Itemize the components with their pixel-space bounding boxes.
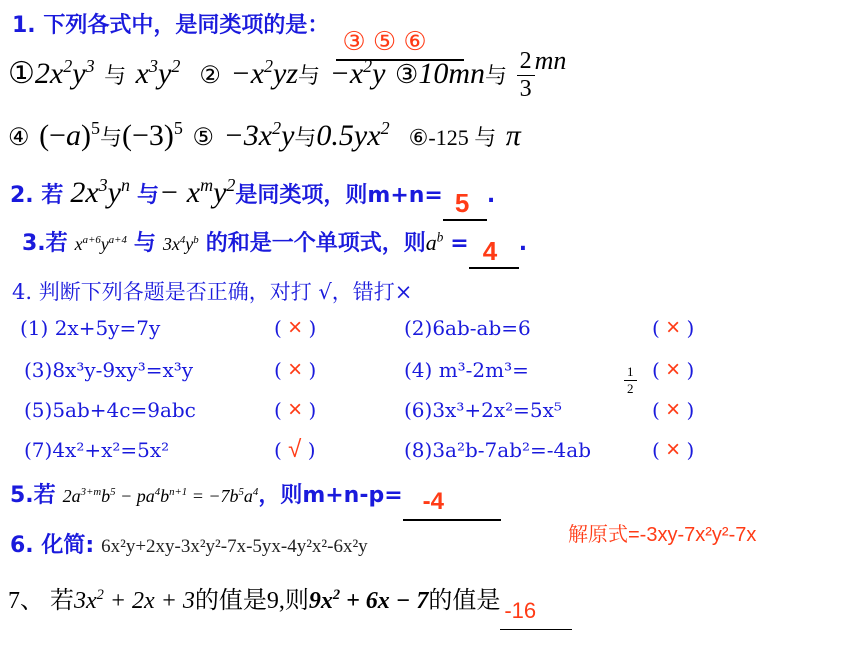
q4-item-5-expr: (5)5ab+4c=9abc bbox=[24, 398, 196, 422]
q6-line bbox=[10, 528, 368, 559]
q2-line bbox=[10, 176, 495, 216]
q3-prompt-a: 3.若 bbox=[22, 231, 68, 256]
q2-expr-a: $2x^3y^n$ bbox=[70, 175, 130, 209]
q4-item-2-expr: (2)6ab-ab=6 bbox=[404, 316, 531, 340]
opt4-expr-a: $(-a)^5$ bbox=[39, 118, 100, 152]
opt3-label: ③ bbox=[395, 60, 419, 89]
opt2-expr-a: $-x^2yz$ bbox=[230, 56, 299, 90]
q3-prompt-b: 的和是一个单项式，则 bbox=[205, 231, 426, 256]
q4-item-8-paren: ( × ) bbox=[652, 436, 695, 463]
q7-expr-b: $9x^2 + 6x - 7$ bbox=[308, 587, 429, 614]
q2-joiner: 与 bbox=[136, 183, 159, 208]
q3-answer: 4 bbox=[482, 236, 498, 266]
opt4-joiner: 与 bbox=[99, 125, 122, 150]
q7-prompt-a: 7、 若 bbox=[8, 588, 74, 614]
q4-item-2-paren: ( × ) bbox=[652, 314, 695, 341]
q5-answer: -4 bbox=[422, 488, 445, 515]
q5-blank bbox=[403, 518, 501, 521]
opt2-expr-b: $-x^2y$ bbox=[329, 56, 386, 90]
q4-item-7-paren: ( √ ) bbox=[274, 436, 316, 463]
opt1-label: ① bbox=[8, 57, 35, 90]
q7-line bbox=[8, 580, 572, 623]
q3-joiner: 与 bbox=[133, 231, 156, 256]
opt2-label: ② bbox=[199, 63, 221, 89]
q4-item-5-paren: ( × ) bbox=[274, 396, 317, 423]
q4-item-7-expr: (7)4x²+x²=5x² bbox=[24, 438, 170, 462]
q4-item-1-paren: ( × ) bbox=[274, 314, 317, 341]
opt4-label: ④ bbox=[8, 125, 30, 151]
q3-power: $a^b$ bbox=[425, 229, 444, 255]
q6-expr: 6x²y+2xy-3x²y²-7x-5yx-4y²x²-6x²y bbox=[101, 536, 368, 557]
q1-options-row2 bbox=[8, 118, 521, 158]
q5-prompt-b: ，则m+n-p= bbox=[258, 483, 403, 508]
q1-prompt: 1. 下列各式中，是同类项的是： bbox=[12, 13, 330, 38]
opt6-label: ⑥-125 与 bbox=[408, 125, 497, 150]
q6-answer: 解原式=-3xy-7x²y²-7x bbox=[568, 524, 757, 546]
q4-item-4-paren: ( × ) bbox=[652, 356, 695, 383]
opt4-expr-b: $(-3)^5$ bbox=[122, 118, 183, 152]
q7-prompt-c: 的值是 bbox=[428, 588, 501, 614]
q5-equation: $2a^{3+m}b^5 - pa^4b^{n+1} = -7b^5a^4$ bbox=[62, 486, 259, 506]
opt2-joiner: 与 bbox=[298, 63, 321, 88]
opt5-expr-b: $0.5yx^2$ bbox=[316, 118, 390, 152]
q2-prompt-b: 是同类项，则m+n= bbox=[235, 183, 443, 208]
q4-item-6-expr: (6)3x³+2x²=5x⁵ bbox=[404, 398, 562, 422]
q7-prompt-b: 的值是9,则 bbox=[194, 588, 309, 614]
opt5-label: ⑤ bbox=[192, 125, 214, 151]
opt1-expr-b: $x^3y^2$ bbox=[135, 56, 181, 90]
opt3-joiner: 与 bbox=[485, 63, 508, 88]
q1-options-row1 bbox=[8, 46, 567, 102]
q7-blank bbox=[500, 628, 572, 630]
opt5-joiner: 与 bbox=[294, 125, 317, 150]
q7-expr-a: $3x^2 + 2x + 3$ bbox=[74, 587, 195, 614]
q4-item-3-paren: ( × ) bbox=[274, 356, 317, 383]
q3-end: . bbox=[518, 231, 528, 256]
opt3-expr: 10mn bbox=[418, 57, 486, 90]
q3-line bbox=[22, 226, 527, 266]
q4-item-8-expr: (8)3a²b-7ab²=-4ab bbox=[404, 438, 591, 462]
q1-line bbox=[12, 8, 464, 56]
q3-eq: = bbox=[450, 231, 469, 256]
q2-expr-b: − $x^my^2$ bbox=[159, 175, 236, 209]
q5-line bbox=[10, 478, 501, 514]
q4-item-4-expr: (4) m³-2m³= bbox=[404, 358, 529, 382]
q2-prompt-a: 2. 若 bbox=[10, 183, 64, 208]
q7-answer: -16 bbox=[504, 598, 537, 623]
opt3-tail: mn bbox=[534, 46, 567, 75]
q2-end: . bbox=[486, 183, 496, 208]
opt6-pi: π bbox=[505, 119, 521, 152]
q4-item-3-expr: (3)8x³y-9xy³=x³y bbox=[24, 358, 194, 382]
q1-answer: ③ ⑤ ⑥ bbox=[342, 26, 427, 56]
q3-expr-b: $3x^4y^b$ bbox=[162, 234, 199, 254]
q4-item-1-expr: (1) 2x+5y=7y bbox=[20, 316, 161, 340]
q4-item-6-paren: ( × ) bbox=[652, 396, 695, 423]
opt1-joiner: 与 bbox=[104, 63, 127, 88]
opt5-expr-a: $-3x^2y$ bbox=[223, 118, 295, 152]
opt3-fraction: $\frac{2}{3}$ bbox=[517, 48, 535, 103]
q2-blank bbox=[443, 218, 487, 221]
q3-expr-a: $x^{a+6}y^{a+4}$ bbox=[74, 234, 127, 254]
q3-blank bbox=[469, 266, 519, 269]
q4-prompt: 4. 判断下列各题是否正确，对打 √，错打× bbox=[12, 280, 413, 304]
q6-prompt: 6. 化简: bbox=[10, 533, 95, 558]
q4-item-4-fraction: $\frac{1}{2}$ bbox=[624, 364, 637, 397]
q5-prompt-a: 5.若 bbox=[10, 483, 56, 508]
q2-answer: 5 bbox=[454, 188, 470, 218]
opt1-expr-a: $2x^2y^3$ bbox=[34, 56, 95, 90]
